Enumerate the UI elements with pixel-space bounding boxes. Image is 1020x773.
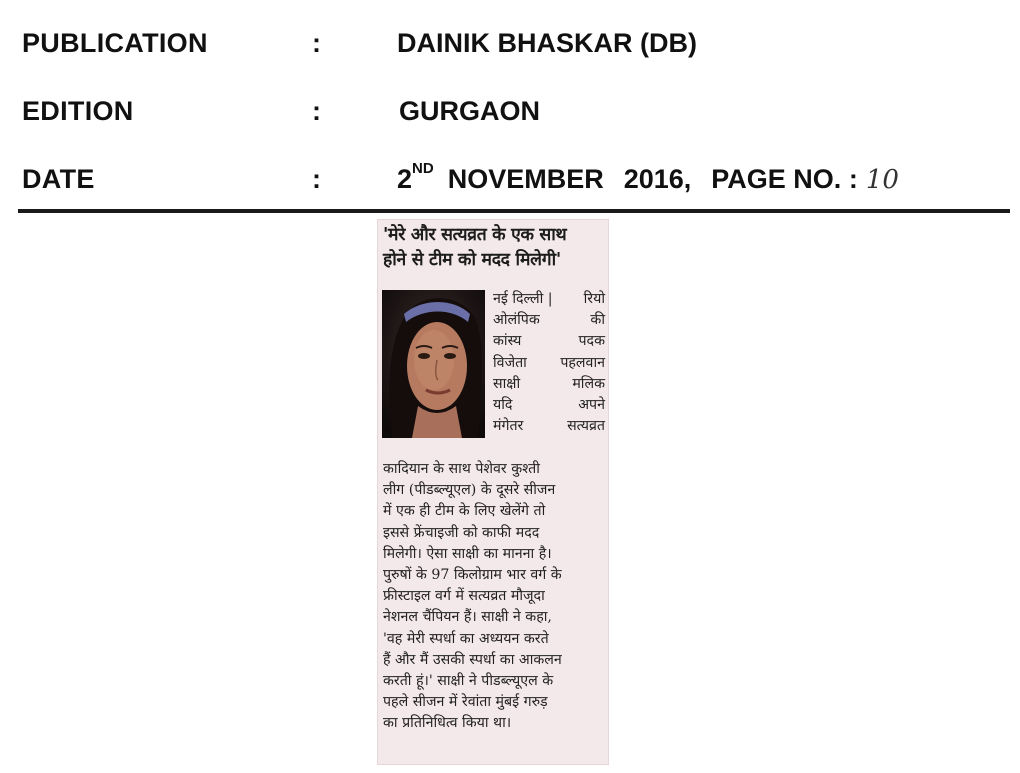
word: सत्यव्रत (567, 418, 605, 435)
article-line (493, 331, 605, 352)
word: की (590, 312, 605, 329)
clipping-headline (383, 223, 605, 273)
word: ओलंपिक (493, 312, 540, 329)
article-line: मिलेगी। ऐसा साक्षी का मानना है। (383, 545, 552, 562)
article-line: में एक ही टीम के लिए खेलेंगे तो (383, 503, 546, 520)
headline-line: 'मेरे और सत्यव्रत के एक साथ (383, 225, 567, 245)
word: मंगेतर (493, 418, 524, 435)
word: अपने (578, 397, 605, 414)
portrait-image (382, 290, 485, 438)
word: रियो (583, 291, 605, 307)
article-line: फ्रीस्टाइल वर्ग में सत्यव्रत मौजूदा (383, 588, 545, 605)
article-line: का प्रतिनिधित्व किया था। (383, 715, 512, 732)
article-line (493, 374, 605, 395)
date-month: NOVEMBER (447, 164, 604, 194)
article-body-wrapped (493, 289, 605, 437)
article-line (493, 353, 605, 374)
publication-label: PUBLICATION (22, 28, 208, 58)
article-line: लीग (पीडब्ल्यूएल) के दूसरे सीजन (383, 482, 556, 499)
word: यदि (493, 397, 513, 414)
article-line: पहले सीजन में रेवांता मुंबई गरुड़ (383, 694, 548, 711)
header-divider (18, 209, 1010, 213)
publication-colon: : (312, 28, 321, 58)
article-line: कादियान के साथ पेशेवर कुश्ती (383, 461, 540, 477)
article-line: इससे फ्रेंचाइजी को काफी मदद (383, 524, 540, 541)
article-line: करती हूं।' साक्षी ने पीडब्ल्यूएल के (383, 673, 554, 690)
date-day: 2 (397, 164, 413, 194)
news-clipping (377, 219, 609, 765)
edition-value: GURGAON (399, 96, 540, 126)
publication-row (0, 28, 1020, 68)
word: मलिक (572, 375, 605, 392)
article-line (493, 289, 605, 310)
word: पदक (578, 333, 605, 350)
publication-value: DAINIK BHASKAR (DB) (397, 28, 697, 58)
word: पहलवान (560, 354, 605, 371)
date-row (0, 160, 1020, 204)
headline-line: होने से टीम को मदद मिलेगी' (383, 250, 561, 270)
article-line: पुरुषों के 97 किलोग्राम भार वर्ग के (383, 567, 562, 584)
article-line (493, 395, 605, 416)
page-no-label: PAGE NO. : (711, 164, 858, 194)
date-value (397, 160, 899, 195)
edition-row (0, 96, 1020, 136)
word: नई दिल्ली | (493, 291, 553, 307)
date-superscript: ND (412, 160, 434, 177)
wrestler-photo (382, 290, 485, 438)
date-colon: : (312, 164, 321, 194)
word: कांस्य (493, 333, 522, 350)
article-line: 'वह मेरी स्पर्धा का अध्ययन करते (383, 630, 549, 647)
article-line (493, 416, 605, 437)
word: साक्षी (493, 375, 521, 392)
edition-colon: : (312, 96, 321, 126)
page-no-handwritten: 10 (865, 165, 899, 195)
article-line: नेशनल चैंपियन हैं। साक्षी ने कहा, (383, 609, 552, 626)
date-year: 2016, (623, 164, 692, 194)
article-line: हैं और मैं उसकी स्पर्धा का आकलन (383, 651, 562, 668)
article-body-full (383, 459, 605, 735)
edition-label: EDITION (22, 96, 134, 126)
date-label: DATE (22, 164, 95, 194)
article-line (493, 310, 605, 331)
word: विजेता (493, 354, 527, 371)
